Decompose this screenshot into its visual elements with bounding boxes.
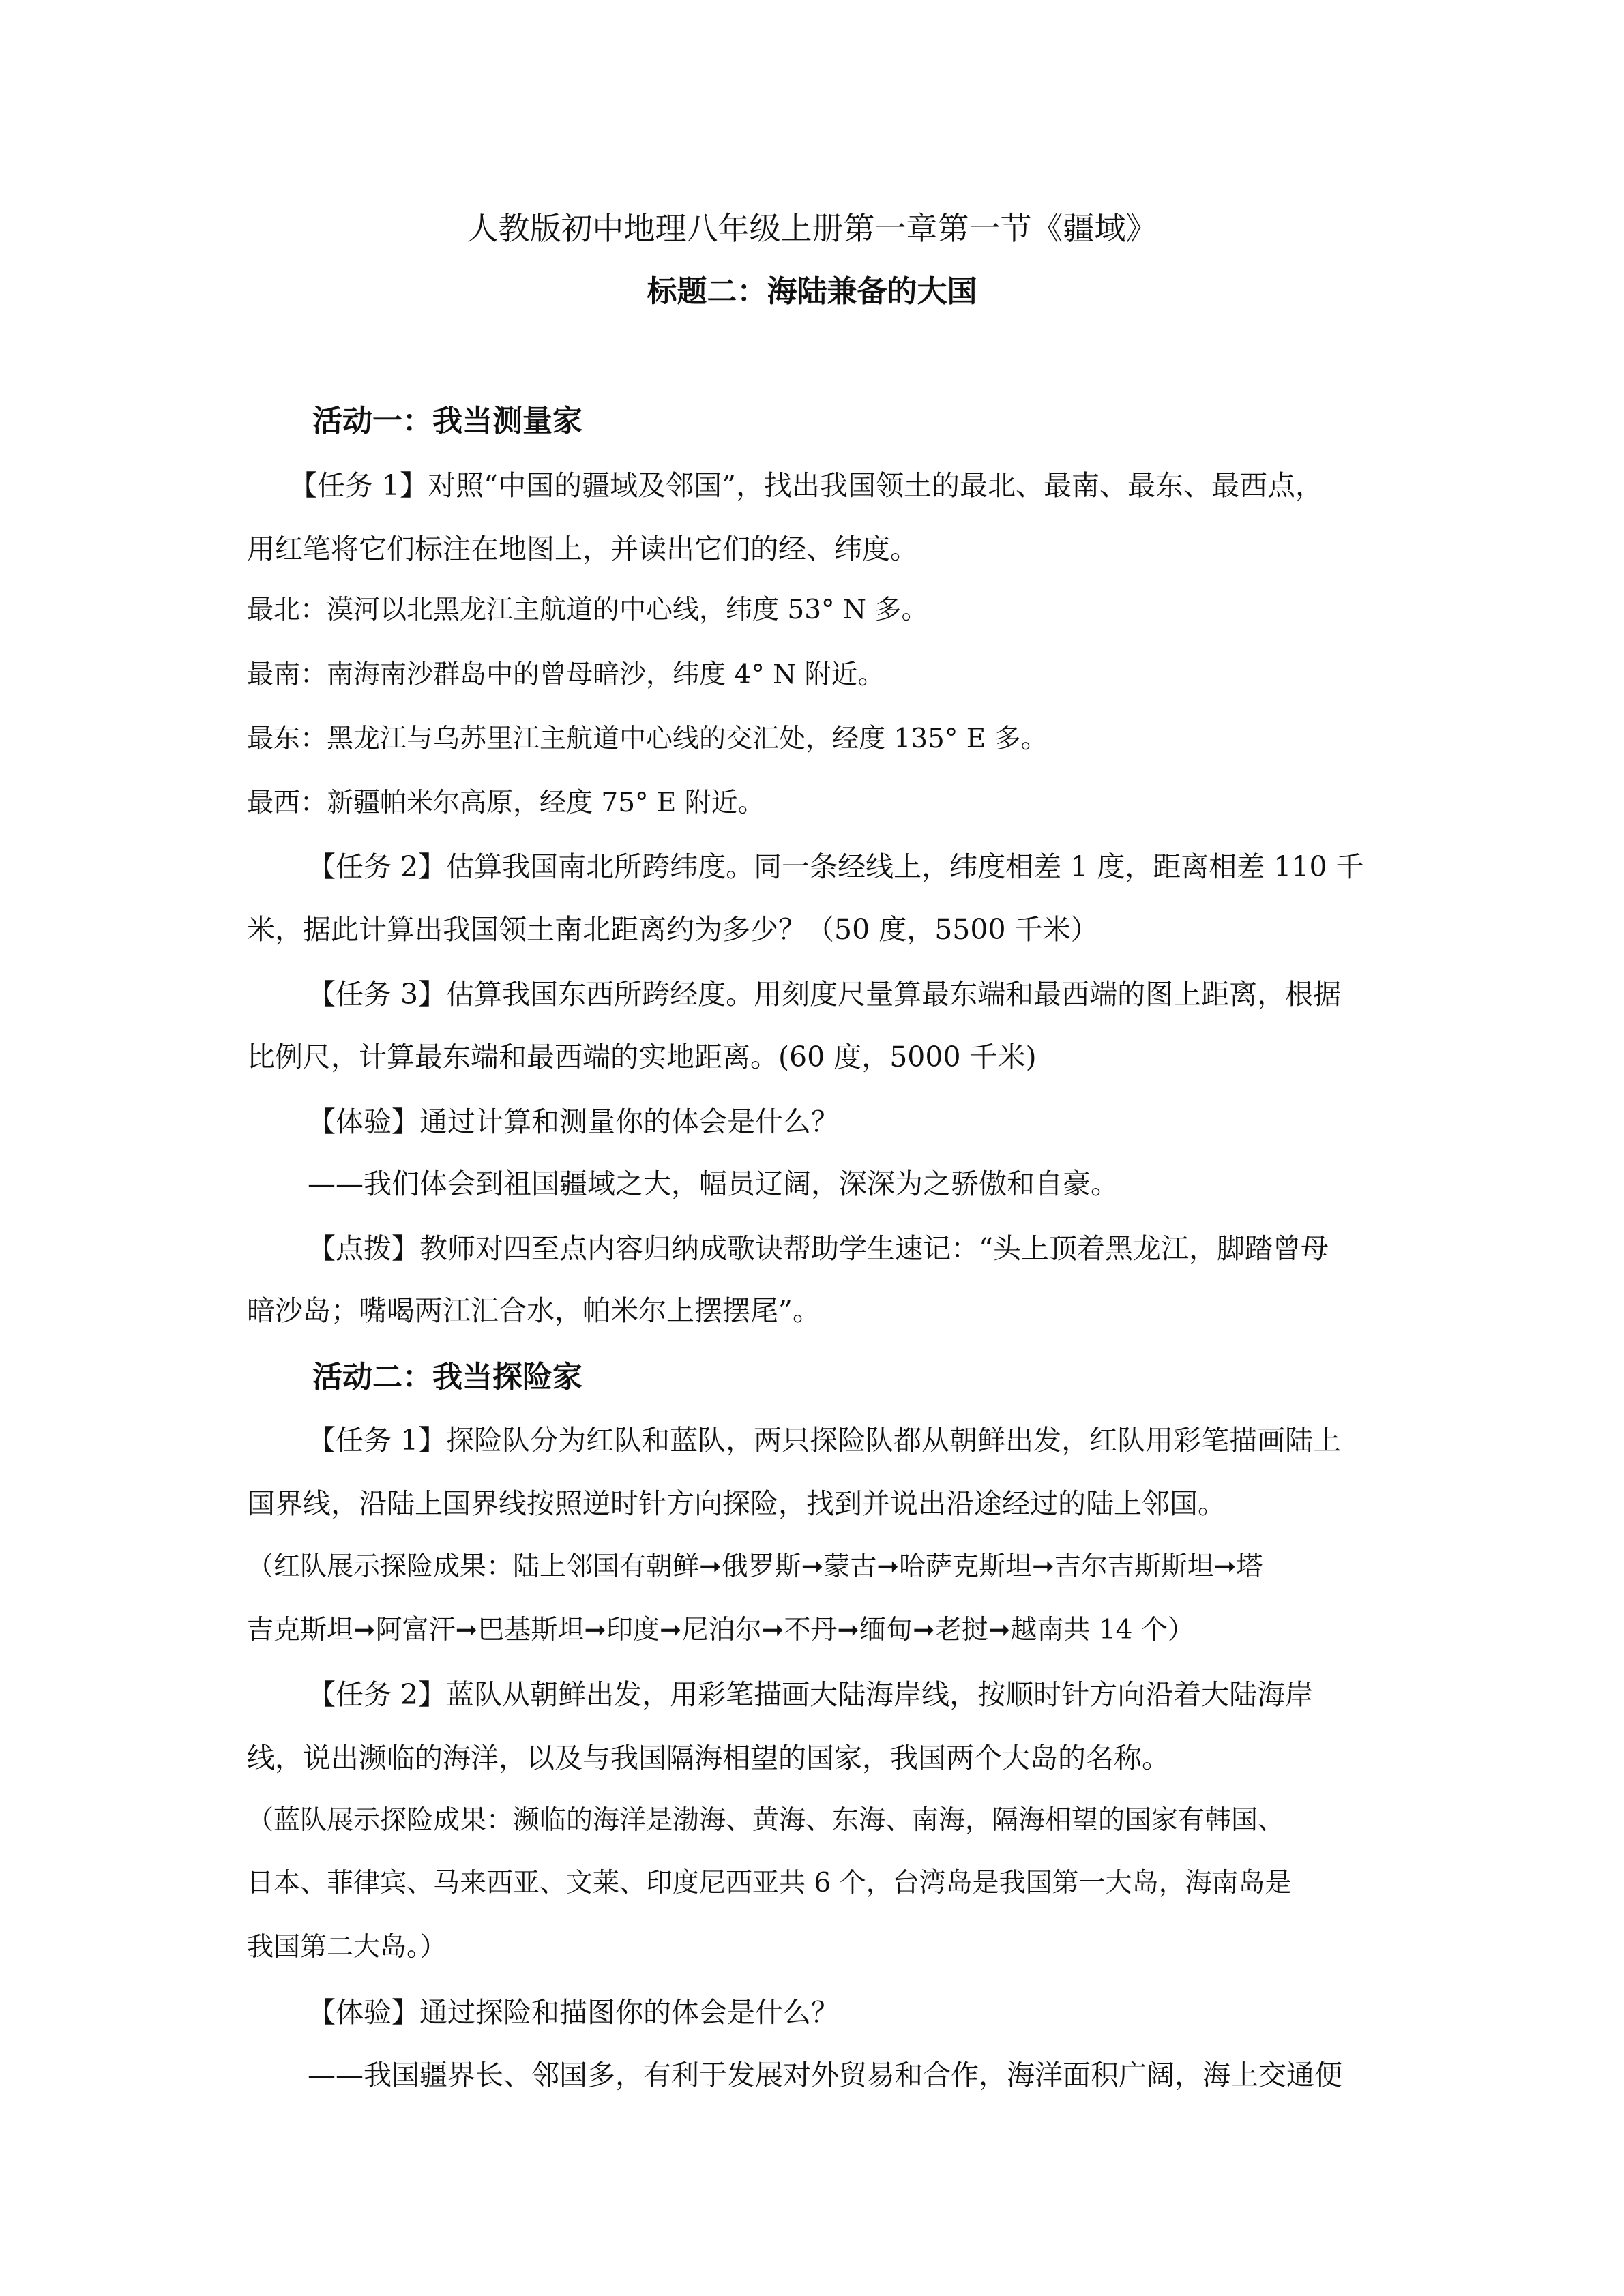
activity1-experience-answer: ——我们体会到祖国疆域之大，幅员辽阔，深深为之骄傲和自豪。: [308, 1167, 1119, 1200]
activity2-task2-line2: 线，说出濒临的海洋，以及与我国隔海相望的国家，我国两个大岛的名称。: [247, 1742, 1170, 1774]
activity1-task3-line1: 【任务 3】估算我国东西所跨经度。用刻度尺量算最东端和最西端的图上距离，根据: [308, 978, 1342, 1011]
activity1-hint-line1: 【点拨】教师对四至点内容归纳成歌诀帮助学生速记：“头上顶着黑龙江，脚踏曾母: [308, 1232, 1329, 1265]
blue-team-result-line1: （蓝队展示探险成果：濒临的海洋是渤海、黄海、东海、南海，隔海相望的国家有韩国、: [247, 1805, 1285, 1836]
east-point: 最东：黑龙江与乌苏里江主航道中心线的交汇处，经度 135° E 多。: [247, 724, 1048, 754]
activity2-experience-answer: ——我国疆界长、邻国多，有利于发展对外贸易和合作，海洋面积广阔，海上交通便: [308, 2059, 1342, 2091]
activity1-task3-line2: 比例尺，计算最东端和最西端的实地距离。(60 度，5000 千米): [247, 1041, 1037, 1073]
document-subtitle: 标题二：海陆兼备的大国: [647, 274, 977, 309]
north-point: 最北：漠河以北黑龙江主航道的中心线，纬度 53° N 多。: [247, 595, 928, 625]
red-team-result-line1: （红队展示探险成果：陆上邻国有朝鲜➞俄罗斯➞蒙古➞哈萨克斯坦➞吉尔吉斯斯坦➞塔: [247, 1551, 1263, 1582]
south-point: 最南：南海南沙群岛中的曾母暗沙，纬度 4° N 附近。: [247, 659, 885, 690]
activity1-task2-line1: 【任务 2】估算我国南北所跨纬度。同一条经线上，纬度相差 1 度，距离相差 110 千: [308, 850, 1364, 883]
activity2-task2-line1: 【任务 2】蓝队从朝鲜出发，用彩笔描画大陆海岸线，按顺时针方向沿着大陆海岸: [308, 1678, 1314, 1711]
activity1-experience-question: 【体验】通过计算和测量你的体会是什么？: [308, 1105, 839, 1138]
activity1-task2-line2: 米，据此计算出我国领土南北距离约为多少？（50 度，5500 千米）: [247, 913, 1099, 946]
activity2-experience-question: 【体验】通过探险和描图你的体会是什么？: [308, 1996, 839, 2029]
blue-team-result-line2: 日本、菲律宾、马来西亚、文莱、印度尼西亚共 6 个，台湾岛是我国第一大岛，海南岛是: [247, 1868, 1292, 1898]
activity1-task1-line2: 用红笔将它们标注在地图上，并读出它们的经、纬度。: [247, 533, 918, 565]
blue-team-result-line3: 我国第二大岛。）: [247, 1932, 447, 1963]
activity2-task1-line2: 国界线，沿陆上国界线按照逆时针方向探险，找到并说出沿途经过的陆上邻国。: [247, 1487, 1226, 1520]
document-title: 人教版初中地理八年级上册第一章第一节《疆域》: [467, 210, 1157, 247]
activity1-task1-line1: 【任务 1】对照“中国的疆域及邻国”，找出我国领土的最北、最南、最东、最西点，: [289, 469, 1324, 502]
activity2-task1-line1: 【任务 1】探险队分为红队和蓝队，两只探险队都从朝鲜出发，红队用彩笔描画陆上: [308, 1424, 1342, 1457]
activity1-hint-line2: 暗沙岛；嘴喝两江汇合水，帕米尔上摆摆尾”。: [247, 1294, 821, 1327]
activity1-heading: 活动一：我当测量家: [312, 404, 582, 438]
red-team-result-line2: 吉克斯坦➞阿富汗➞巴基斯坦➞印度➞尼泊尔➞不丹➞缅甸➞老挝➞越南共 14 个）: [247, 1615, 1194, 1645]
activity2-heading: 活动二：我当探险家: [312, 1360, 582, 1395]
west-point: 最西：新疆帕米尔高原，经度 75° E 附近。: [247, 788, 765, 818]
